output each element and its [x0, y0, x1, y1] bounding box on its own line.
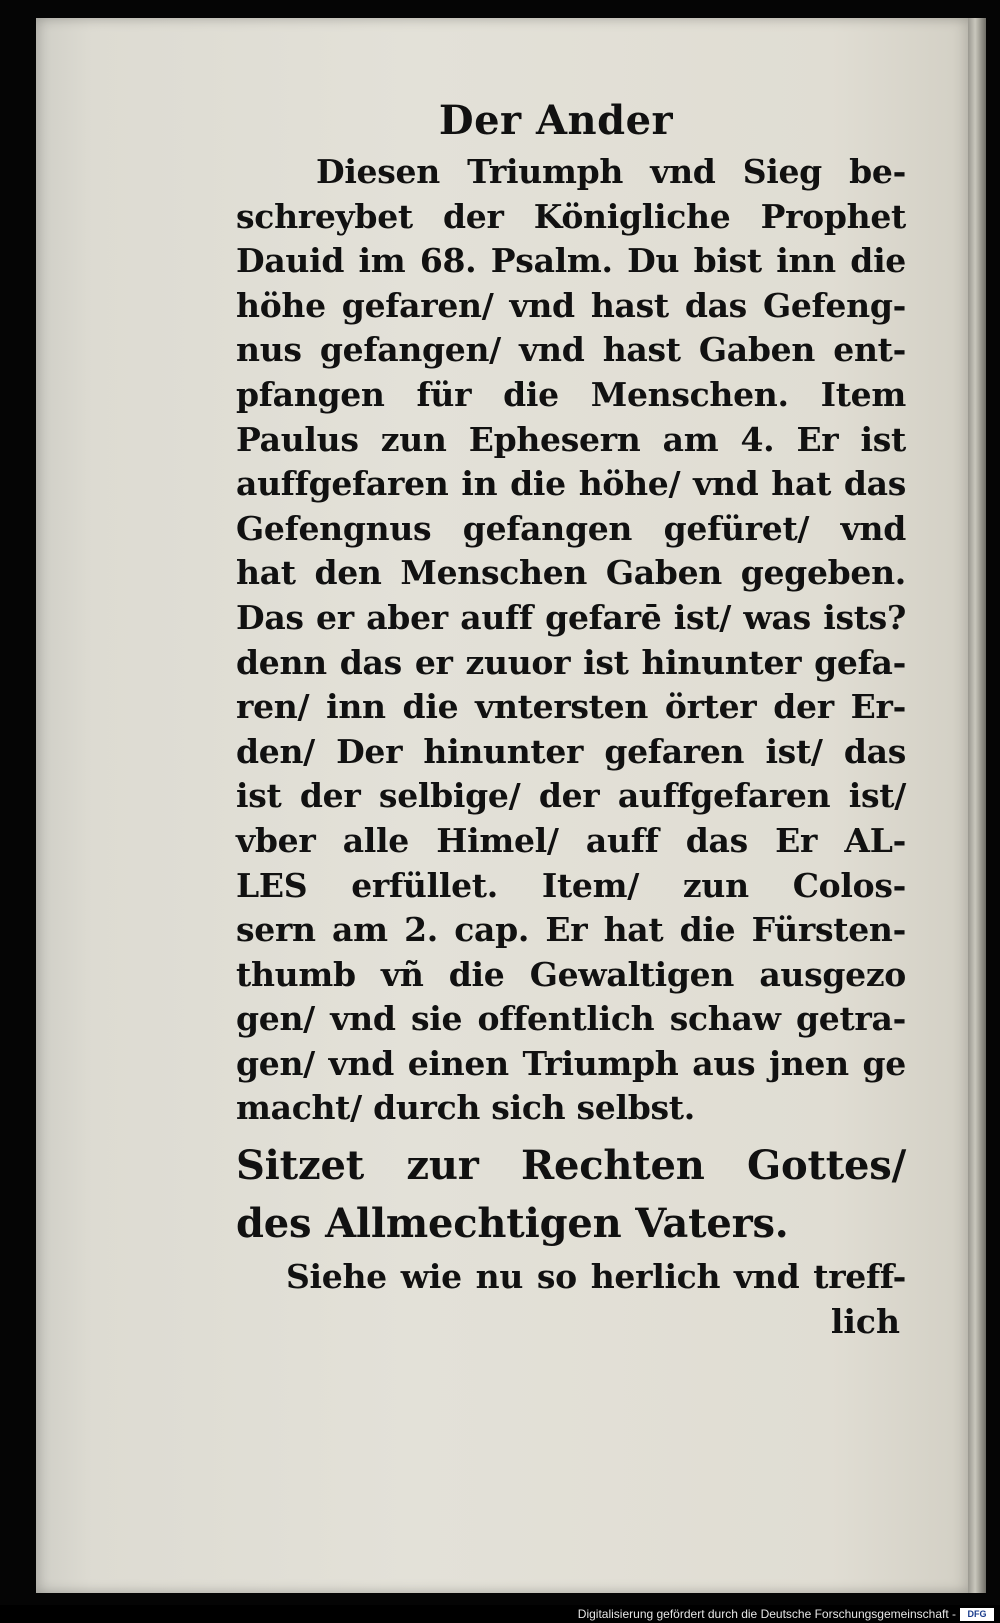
text-line: den/ Der hinunter gefaren ist/ das: [236, 731, 906, 771]
catchword: lich: [830, 1301, 900, 1341]
text-line: hat den Menschen Gaben gegeben.: [236, 553, 906, 593]
text-line: Gefengnus gefangen gefüret/ vnd: [236, 508, 906, 548]
text-line: Siehe wie nu so herlich vnd treff-: [286, 1257, 906, 1297]
text-line: thumb vñ die Gewaltigen ausgezo: [236, 954, 906, 994]
text-line: macht/ durch sich selbst.: [236, 1088, 695, 1128]
text-line: Paulus zun Ephesern am 4. Er ist: [236, 419, 906, 459]
footer-credit: Digitalisierung gefördert durch die Deutsche Forschungsgemeinschaft -: [577, 1607, 956, 1621]
text-line: pfangen für die Menschen. Item: [236, 374, 906, 414]
footer-bar: [0, 1605, 1000, 1623]
text-line: sern am 2. cap. Er hat die Fürsten-: [236, 910, 906, 950]
dfg-logo: DFG: [960, 1608, 994, 1621]
text-line: nus gefangen/ vnd hast Gaben ent-: [236, 330, 906, 370]
page-edge: [968, 18, 986, 1593]
text-line: auffgefaren in die höhe/ vnd hat das: [236, 464, 906, 504]
text-line: Diesen Triumph vnd Sieg be-: [316, 152, 906, 191]
text-line: denn das er zuuor ist hinunter gefa-: [236, 642, 906, 682]
text-line: ist der selbige/ der auffgefaren ist/: [236, 776, 906, 816]
text-block: [236, 92, 906, 1344]
text-line: ren/ inn die vntersten örter der Er-: [236, 687, 906, 727]
text-line: gen/ vnd sie offentlich schaw getra-: [236, 999, 906, 1039]
section-heading: Sitzet zur Rechten Gottes/: [236, 1142, 906, 1190]
text-line: höhe gefaren/ vnd hast das Gefeng-: [236, 285, 906, 325]
running-head: Der Ander: [438, 97, 674, 144]
text-line: vber alle Himel/ auff das Er AL-: [236, 820, 906, 860]
text-line: schreybet der Königliche Prophet: [236, 196, 906, 236]
text-line: gen/ vnd einen Triumph aus jnen ge: [236, 1043, 906, 1083]
text-line: Das er aber auff gefarē ist/ was ists?: [236, 597, 906, 637]
text-line: Dauid im 68. Psalm. Du bist inn die: [236, 241, 906, 281]
text-line: LES erfüllet. Item/ zun Colos-: [236, 865, 906, 905]
section-heading: des Allmechtigen Vaters.: [236, 1200, 789, 1248]
